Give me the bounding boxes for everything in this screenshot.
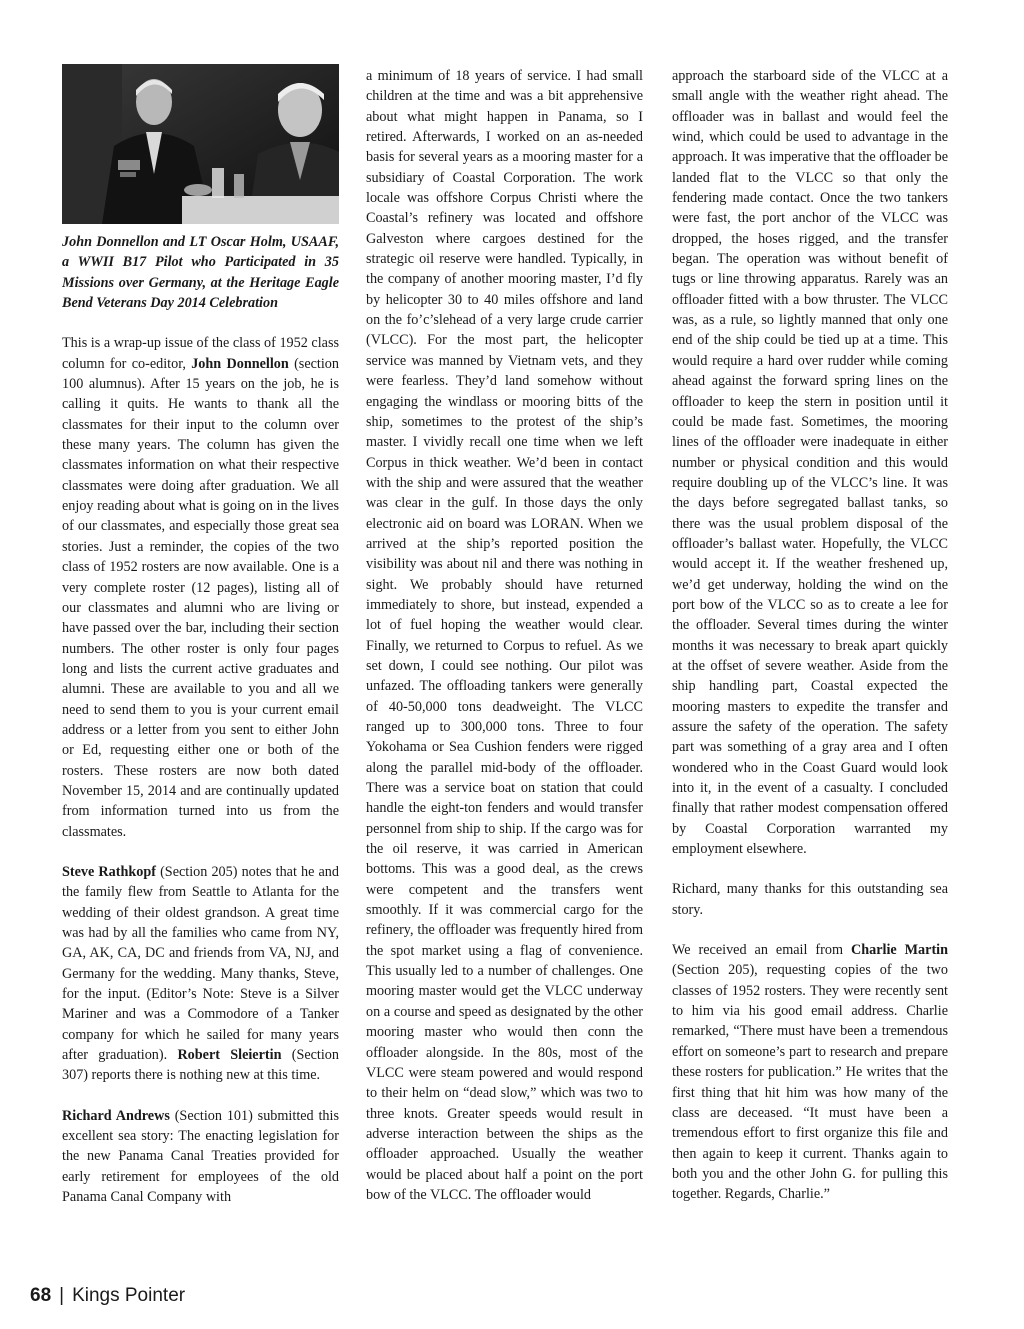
person-name: Charlie Martin [850,942,949,959]
column-1 [62,64,339,1207]
paragraph: approach the starboard side of the VLCC at a small angle with the weather right ahead. The offloader was in ballast and would feel the wind, which could be used to advantage in the approach. It was imperative that the offloader be landed flat to the VLCC so that only the fendering made contact. Once the two tankers were fast, the port anchor of the VLCC was dropped, the hoses rigged, and the transfer began. The operation was without benefit of tugs or line throwing apparatus. Rarely was an offloader fitted with a bow thruster. The VLCC was, as a rule, so lightly manned that only one end of the ship could be tied up at a time. This would require a hard over rudder while coming ahead against the forward spring lines on the offloader to keep the stern in position until it could be made fast. Sometimes, the mooring lines of the offloader were inadequate in either number or physical condition and this would require doubling up of the VLCC’s line. It was the days before segregated ballast tanks, so there was the usual problem disposal of the offloader’s ballast water. Hopefully, the VLCC would accept it. If the weather freshened up, we’d get underway, holding the wind on the port bow of the VLCC so as to create a lee for the offloader. Several times during the winter months it was necessary to break apart quickly at the offset of severe weather. Aside from the ship handling part, Coastal expected the mooring masters to expedite the transfer and assure the safety of the operation. The safety part was something of a gray area and I often wondered who in the Coast Guard would look into it, in the event of a casualty. I concluded finally that rather modest compensation offered by Coastal Corporation warranted my employment elsewhere. [672,68,948,858]
paragraph: a minimum of 18 years of service. I had small children at the time and was a bit apprehensive about what might happen in Panama, so I retired. Afterwards, I worked on an as-needed basis for several years as a mooring master for a subsidiary of Coastal Corporation. The work locale was offshore Corpus Christi where the Coastal’s refinery was located and offshore Galveston where cargoes destined for the strategic oil reserve were handled. Typically, in the company of another mooring master, I’d fly by helicopter 30 to 40 miles offshore and land on the fo’c’slehead of a very large crude carrier (VLCC). For the most part, the helicopter service was manned by Vietnam vets, and they were fearless. They’d land somehow without engaging the windlass or mooring bitts of the ship, sometimes to the protest of the ship’s master. I vividly recall one time when we left Corpus in thick weather. We’d been in contact with the ship and were assured that the weather was clear in the gulf. In those days the only electronic aid on board was LORAN. When we arrived at the ship’s reported position the visibility was about nil and there was nothing in sight. We probably should have returned immediately to shore, but instead, expended a lot of fuel hoping the weather would clear. Finally, we returned to Corpus to refuel. As we set down, I could see nothing. Our pilot was unfazed. The offloading tankers were generally of 40-50,000 tons deadweight. The VLCC ranged up to 300,000 tons. Three to four Yokohama or Sea Cushion fenders were rigged along the parallel mid-body of the offloader. There was a service boat on station that could handle the eight-ton fenders and would transfer personnel from ship to ship. If the cargo was for the oil reserve, it was carried in American bottoms. This was a good deal, as the crews were competent and the transfers went smoothly. If it was commercial cargo for the refinery, the offloader was frequently hired from the spot market using a flag of convenience. This usually led to a number of challenges. One mooring master would get the VLCC underway on a course and speed as designated by the other mooring master who would then conn the offloader alongside. In the 80s, most of the VLCC were steam powered and would respond to their helm on “dead slow,” which was two to three knots. Greater speeds would result in adverse interaction between the ships as the offloader approached. Usually the weather would be placed about half a point on the port bow of the VLCC. The offloader would [366,68,643,1203]
person-name: John Donnellon [191,355,289,372]
publication-name: Kings Pointer [72,1285,186,1306]
photo-veterans [62,64,339,224]
footer-separator: | [59,1285,65,1306]
column-3 [672,66,948,1205]
person-name: Robert Sleiertin [177,1047,282,1064]
page-footer [30,1285,185,1307]
photo-caption: John Donnellon and LT Oscar Holm, USAAF, a WWII B17 Pilot who Participated in 35 Missions over Germany, at the Heritage Eagle Bend Veterans Day 2014 Celebration [62,234,339,312]
paragraph: This is a wrap-up issue of the class of 1952 class column for co-editor, John Donnellon (section 100 alumnus). After 15 years on the job, he is calling it quits. He wants to thank all the classmates for their input to the column over these many years. The column has given the classmates information on what their respective classmates were doing after graduation. We all enjoy reading about what is going on in the lives of our classmates, and especially those great sea stories. Just a reminder, the copies of the two class of 1952 rosters are now available. One is a very complete roster (12 pages), listing all of our classmates and alumni who are living or have passed over the bar, including their section numbers. The other roster is only four pages long and lists the current active graduates and alumni. These are available to you and all we need to send them to you is your current email address or a letter from you sent to either John or Ed, requesting either one or both of the rosters. These rosters are now both dated November 15, 2014 and are continually updated from information turned into us from the classmates. [62,335,339,840]
paragraph: Richard, many thanks for this outstanding sea story. [672,881,948,918]
page-number: 68 [30,1285,52,1306]
photo-image [62,64,339,224]
person-name: Richard Andrews [62,1107,170,1124]
paragraph: We received an email from Charlie Martin (Section 205), requesting copies of the two classes of 1952 rosters. They were recently sent to him via his good email address. Charlie remarked, “There must have been a tremendous effort on someone’s part to research and prepare these rosters for publication.” He writes that the first thing that hit him was how many of the class are deceased. “It must have been a tremendous effort to first organize this file and then again to keep it current. Thanks again to both you and the other John G. for pulling this together. Regards, Charlie.” [672,942,949,1203]
column-2 [366,66,643,1205]
paragraph: Richard Andrews (Section 101) submitted this excellent sea story: The enacting legislation for the new Panama Canal Treaties provided for early retirement for employees of the old Panama Canal Company with [62,1107,339,1206]
paragraph: Steve Rathkopf (Section 205) notes that he and the family flew from Seattle to Atlanta for the wedding of their oldest grandson. A great time was had by all the families who came from NY, GA, AK, CA, DC and friends from VA, NJ, and Germany for the wedding. Many thanks, Steve, for the input. (Editor’s Note: Steve is a Silver Mariner and was a Commodore of a Tanker company for which he sailed for many years after graduation). Robert Sleiertin (Section 307) reports there is nothing new at this time. [62,863,339,1084]
person-name: Steve Rathkopf [62,863,156,880]
